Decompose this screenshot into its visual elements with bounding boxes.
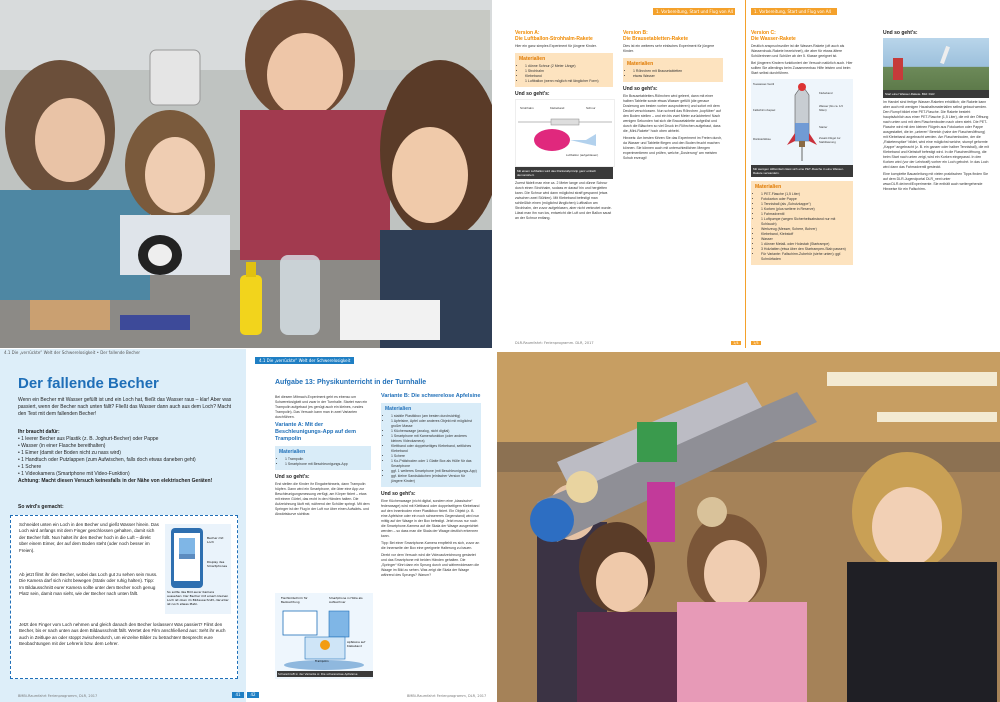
page-falling-cup xyxy=(0,349,246,702)
caution-text: Achtung: Macht diesen Versuch keinesfalls in der Nähe von elektrischen Geräten! xyxy=(18,478,213,484)
trampoline-illustration xyxy=(275,593,373,679)
list-item: • 1 Röhrchen mit Brausetabletten xyxy=(633,69,719,74)
list-item: • ggf. 1 weiteres Smartphone (mit Beschleunigungs-App) xyxy=(391,469,477,474)
version-c-materials-title: Materialien xyxy=(755,184,782,190)
variant-b-body2: Direkt vor dem Versuch wird die Videoaufzeichnung gestartet und das Smartphone mit beiden Händen gehalten. Die „Springer“ führt dann ein Sprung durch und währenddessen die Waage im Bild zu sehen. Was zeigt die Skala der Waage während des Sprungs? Warum? xyxy=(381,553,480,577)
list-item: • 1 Trampolin xyxy=(285,457,367,462)
phone-caption: So sollte das Bild eurer Kamera aussehen: Der Becher mit einem kleinen Loch ist oben im Bildausschnitt, darunter ist noch etwas Platz. xyxy=(167,590,229,606)
list-item: • 1 Luftpumpe (wegen Sicherheitsabstand nur mit Schlauch) xyxy=(761,217,849,227)
variant-a-materials-title: Materialien xyxy=(279,449,306,455)
list-item: • 1 PET-Flasche (1,5 Liter) xyxy=(761,192,849,197)
diagram-label: Rückstoßdüse xyxy=(753,137,771,141)
version-c-body1: Bei jüngeren Kindern funktioniert der Versuch natürlich auch. Hier sollten Sie allerdings beim Zusammenbau Hilfe leisten und beim Start selbst durchführen. xyxy=(751,61,853,75)
diagram-label: Trampolin xyxy=(315,659,329,663)
list-item: • 1 Fahrradventil xyxy=(761,212,849,217)
step-2: Ab jetzt filmt ihr den Becher, wobei das Loch gut zu sehen sein muss. Die Kamera darf sich nicht bewegen (Stativ oder ruhig halten). Tipp: Im Bildausschnitt eurer Kamera sollte unter dem Becher noch genug Platz sein, damit man sieht, wie der Becher nach unten fällt. xyxy=(19,572,158,597)
version-b-intro: Dies ist ein weiteres sehr einfaches Experiment für jüngere Kinder. xyxy=(623,44,715,53)
list-item: • 1 Luftballon (wenn möglich mit länglicher Form) xyxy=(525,79,609,84)
variant-b-how: Und so geht's: xyxy=(381,491,416,497)
diagram-label: Fallschirm-Kapsel xyxy=(753,108,776,112)
header-text-mid: 1. Vorbereitung, Start und Flug von A4 xyxy=(656,9,734,14)
footer-left: BMBi-Raumfahrt Ferienprogramm, DLR, 2017 xyxy=(18,694,98,698)
list-item: • Fotokarton oder Pappe xyxy=(761,197,849,202)
list-item: • 1 Handtuch oder Putzlappen (zum Aufwischen, falls doch etwas daneben geht) xyxy=(18,457,196,463)
list-item: • 1 Eimer (damit der Boden nicht zu nass wird) xyxy=(18,450,121,456)
list-item: • 1 Strohhalm xyxy=(525,69,609,74)
list-item-text: 1 Schere xyxy=(21,464,42,470)
diagram-label: Klebeband xyxy=(819,91,833,95)
list-item-text: 1 Videokamera (Smartphone mit Video-Funktion) xyxy=(21,471,130,477)
footer-left: DLR-Raumfahrt: Ferienprogramm. DLR, 2017 xyxy=(515,341,594,345)
column-d-link-text: Eine komplette Bauanleitung mit vielen praktischen Tipps finden Sie auf dem DLR-Jugendportal DLR_next unter www.DLR.de/next/Experimente. Sie enthält auch weitergehende Hinweise für ein Fallschirm- xyxy=(883,172,989,191)
aufgabe-title: Aufgabe 13: Physikunterricht in der Turnhalle xyxy=(275,379,427,386)
needed-list xyxy=(18,429,233,485)
page-number: 42 xyxy=(247,692,259,698)
variant-a-body: Erst stellen die Kinder ihr Eingabehinweis, dann Trampolin hüpfen. Dann wird ein Smartphone, die über eine App zur Beschleunigungsmessung verfügt, am Körper fixiert – etwa mit einem Gürtel, das recht in den Händen halten. Die Aufzeichnung läuft mit, während der Schüler springt. Mit dem Springer ist der Flug in der Luft nur über einen Aufwärts- und Abwärtskurve sichtbar. xyxy=(275,482,370,516)
column-d-body: Im Handel sind fertige Wasser-Raketen erhältlich; die Rakete kann aber auch mit wenigen Haushaltsmaterialien selbst gebaut werden. Den Rumpf bildet eine PET-Flasche. Die Rakete besteht hauptsächlich aus einer PET-Flasche (1,5 Liter), die mit der Öffnung nach unten und mit dem Flaschenboden nach oben steht. Die PET-Flasche wird mit den kleinen Flügeln aus Fotokarton oder Pappe ausgestattet, die im „unteren“ Bereich (nahe der Flaschenöffnung) mit Klebeband angebracht werden. Am Flaschenboden, der die „Raketenspitze“ bildet, wird eine möglichst weiche, stumpf geformte „Kappe“ angebracht (z. B. ein ganzer oder halber Tennisball), die mit Klebeband und Klebstoff befestigt wird. In die Flaschenöffnung, die beim Start nach unten zeigt, wird ein Korken eingepasst. In den Korken wird (vor der Lehrkraft) vorher ein Loch gebohrt. In das Loch wird dann das Fahrradventil gesteckt. xyxy=(883,100,989,169)
list-item: • 1 Smartphone mit Beschleunigungs-App xyxy=(285,462,367,467)
header-breadcrumb: 4.1 Die „verrückte“ Welt der Schwerelosigkeit • Der fallende Becher xyxy=(4,350,141,355)
list-item: • 1 dünne Schnur (2 Meter Länge) xyxy=(525,64,609,69)
version-b-body: Ein Brausetabletten-Röhrchen wird geleert, dann mit einer halben Tablette sowie etwas Wasser gefüllt (die genaue Dosierung am besten vorher ausprobieren) und sofort mit dem Deckel verschlossen. Nun schnell das Röhrchen „kopfüber“ auf den Boden stellen – und ein bis zwei Meter zurücktreten! Nach wenigen Sekunden hat sich die Brausetablette aufgelöst und durch die Bläschen so viel Druck im Röhrchen aufgebaut, dass die „Mini-Rakete“ hoch oben abhebt. xyxy=(623,94,721,133)
version-c-materials xyxy=(751,181,853,265)
diagram-label: Luftballon (aufgeblasen) xyxy=(566,153,599,157)
header-text-right: 1. Vorbereitung, Start und Flug von A4 xyxy=(754,9,832,14)
intro-text: Wenn ein Becher mit Wasser gefüllt ist und ein Loch hat, fließt das Wasser raus – klar! Aber was passiert, wenn der Becher nach unten fällt? Fließt das Wasser dann auch aus dem Loch? Macht den Test mit dem fallenden Becher! xyxy=(18,397,232,417)
diagram-label: Klebeband xyxy=(550,106,565,110)
list-item: • Wasser xyxy=(761,237,849,242)
list-item-text: Wasser (in einer Flasche bereithalten) xyxy=(21,443,106,449)
list-item: • 1 Smartphone mit Kamerafunktion (oder anderes kleines Videokamera) xyxy=(391,434,477,444)
diagram-label: Schnur xyxy=(586,106,596,110)
spread-rocket-experiments xyxy=(493,0,1000,348)
page-gym-physics xyxy=(247,349,492,702)
list-item: • 1 stabile Plastikbox (am besten durchsichtig) xyxy=(391,414,477,419)
instructions-box xyxy=(10,515,238,679)
page-divider xyxy=(745,0,746,348)
diagram-label: Wasser (bis ca. 1/3 füllen) xyxy=(819,104,843,112)
list-item: • ggf. kleine Sandsäckchen (einfacher Version für jüngere Kinder) xyxy=(391,474,477,484)
version-a-how-title: Und so geht's: xyxy=(515,91,550,97)
diagram-label: Apfelsine auf Klebeband xyxy=(347,640,366,648)
phone-label: Display des Smartphones xyxy=(207,560,228,568)
version-a-materials-title: Materialien xyxy=(519,56,546,62)
photo-caption: Start einer Wasser-Rakete. Bild: DLR xyxy=(883,90,989,98)
list-item-text: 1 Handtuch oder Putzlappen (zum Aufwischen, falls doch etwas daneben geht) xyxy=(21,457,196,463)
version-c-caption: Mit wenigen Hilfsmitteln lässt sich eine PET-Flasche in eine Wasser-Rakete verwandeln. xyxy=(751,165,853,177)
version-a-body: Zuerst fädelt man eine ca. 2 Meter lange und dünne Schnur durch einen Strohhalm, sodass er darauf hin und hergleiten kann. Die Schnur wird dann möglichst straff gespannt (etwa zwischen zwei Stühlen). Mit Klebeband befestigt man schließlich einen (möglichst länglichen) Luftballon am Strohhalm, der zuvor aufgeblasen, aber nicht verknotet wurde. Lässt man ihn nun los, entweicht die Luft und der Ballon saust an der Schnur entlang. xyxy=(515,181,612,220)
water-rocket-diagram xyxy=(751,79,853,165)
footer-right: BMBi-Raumfahrt Ferienprogramm, DLR, 2017 xyxy=(407,694,487,698)
step-3: Jetzt den Finger vom Loch nehmen und gleich danach den Becher loslassen! Was passiert? Filmt den Becher, bis er nach unten aus dem Bildausschnitt fällt. Wertet den Film anschließend aus: Seht ihr euch auch in Zeitlupe an oder stoppt zwischendurch, um einzelne Bilder zu betrachten! Besprecht eure Beobachtungen mit der Lehrerin bzw. dem Lehrer. xyxy=(19,622,226,647)
version-a-intro: Hier ein ganz simples Experiment für jüngere Kinder. xyxy=(515,44,597,48)
column-d-title: Und so geht's: xyxy=(883,30,918,36)
variant-b-tip: Tipp: Bei einer Smartphone-Kamera empfiehlt es sich, zuvor an die Innenseite der Box eine geeignete Halterung zu bauen. xyxy=(381,541,480,550)
phone-illustration xyxy=(165,524,231,614)
list-item: • 1 Apfelsine, Apfel oder anderes Objekt mit möglichst großer Masse xyxy=(391,419,477,429)
list-item: • 1 leerer Becher aus Plastik (z. B. Joghurt-Becher) oder Pappe xyxy=(18,436,159,442)
page-title: Der fallende Becher xyxy=(18,375,159,392)
version-b-how-title: Und so geht's: xyxy=(623,86,658,92)
water-rocket-illustration xyxy=(751,79,853,165)
variant-a-column xyxy=(275,393,371,519)
rocket-figure xyxy=(940,46,950,64)
variant-b-column xyxy=(381,393,481,580)
diagram-caption: Schwerkraft in der Variante A: Die schwerelose Apfelsine xyxy=(277,671,373,677)
spread-falling-cup xyxy=(0,349,492,702)
column-how-it-works xyxy=(883,30,989,194)
diagram-label: Zusatz-Flügel zur Stabilisierung xyxy=(819,136,841,144)
list-item: • 1 Korken (plus weitere in Reserve) xyxy=(761,207,849,212)
variant-b-body: Eine Küchenwaage (nicht digital, sondern eine „klassische“ federwaage) wird mit Klettband oder doppelseitigem Klebeband auf den Innenboden einer Plastikbox fixiert. Ein Objekt (z. B. eine Apfelsine oder ein noch schwereres Gegenstand) wird nun mittig auf der Waage in der Box befestigt. Jetzt muss nur noch die Smartphone-Kamera auf die Skala der Waage ausgerichtet werden – so dass man die Skala der Waage deutlich erkennen kann. xyxy=(381,499,480,538)
page-number-left: 1/4 xyxy=(733,341,739,345)
diagram-label: Strohhalm xyxy=(520,106,534,110)
list-item: • 1 Schere xyxy=(391,454,477,459)
list-item: • 1 Videokamera (Smartphone mit Video-Funktion) xyxy=(18,471,130,477)
list-item-text: 1 leerer Becher aus Plastik (z. B. Joghurt-Becher) oder Pappe xyxy=(21,436,159,442)
list-item: • Klebeband xyxy=(525,74,609,79)
version-b-materials xyxy=(623,58,723,82)
variant-a-title: Variante A: Mit der Beschleunigungs-App auf dem Trampolin xyxy=(275,422,356,442)
version-b-title: Version B: Die Brausetabletten-Rakete xyxy=(623,30,689,42)
variant-b-materials-title: Materialien xyxy=(385,406,412,412)
page-number-right: 1/5 xyxy=(753,341,759,345)
list-item: • etwas Wasser xyxy=(633,74,719,79)
list-item: • 1 Küchenwaage (analog, nicht digital) xyxy=(391,429,477,434)
column-version-c xyxy=(751,30,853,269)
variant-b-materials xyxy=(381,403,481,487)
balloon-diagram xyxy=(515,99,615,167)
photo-illustration xyxy=(0,0,492,348)
diagram-label: Flachbildschirm für Beobachtung xyxy=(281,596,308,604)
how-title: So wird's gemacht: xyxy=(18,504,64,510)
list-item: • 1 Tennisball (als „Schutzkappe“) xyxy=(761,202,849,207)
column-version-a xyxy=(515,30,613,223)
person-figure xyxy=(893,58,903,80)
variant-a-how: Und so geht's: xyxy=(275,474,310,480)
phone-label: Becher mit Loch xyxy=(207,536,224,544)
diagram-label: Smartphone in Hülle als Aufzeichner xyxy=(329,596,363,604)
list-item: • Klebeband, Klebstoff xyxy=(761,232,849,237)
list-item: • Werkzeug (Messer, Schere, Bohrer) xyxy=(761,227,849,232)
list-item: • 3 Holzlatten (etwa über den Startrampen-Stab passen) xyxy=(761,247,849,252)
header-section: 4.1 Die „verrückte“ Welt der Schwerelosigkeit xyxy=(255,357,354,364)
variant-a-materials xyxy=(275,446,371,470)
list-item: • Für Variante: Fallschirm-Zubehör (siehe unten): ggf. Schnürfaden xyxy=(761,252,849,262)
version-c-title: Version C: Die Wasser-Rakete xyxy=(751,30,796,42)
photo-children-experiment xyxy=(0,0,492,348)
aufgabe-intro: Bei diesem Mitmach-Experiment geht es ebenso um Schwerelosigkeit und zwar in der Turnhalle. Startet man ein Trampolin aufgebaut (es genügt auch ein kleines, rundes Trampolin). Das Versuch kann man in zwei Varianten durchführen. xyxy=(275,395,368,419)
version-a-caption: Mit einem Luftballon wird das Rückstoßprinzip ganz einfach demonstriert. xyxy=(515,167,613,179)
version-a-title: Version A: Die Luftballon-Strohhalm-Rakete xyxy=(515,30,593,42)
trampoline-diagram xyxy=(275,593,373,679)
version-c-intro: Deutlich anspruchsvoller ist die Wasser-Rakete (oft auch als Wasserdruck-Rakete bezeichnet), die aber für etwas ältere Schülerinnen und Schüler ab der 5. Klasse geeignet ist. xyxy=(751,44,845,58)
version-b-hint: Hinweis: Am besten führen Sie das Experiment im Freien durch, da Wasser und Tablette fliegen und den Boden feucht machen können. Sie können auch mit unterschiedlichen Mengen experimentieren und prüfen, welche „Dosierung“ am meisten Schub erzeugt! xyxy=(623,136,723,160)
list-item: • 1 Schere xyxy=(18,464,42,470)
phone-drawing xyxy=(165,524,231,594)
list-item-text: 1 Eimer (damit der Boden nicht zu nass wird) xyxy=(21,450,121,456)
needed-title: Ihr braucht dafür: xyxy=(18,429,60,435)
diagram-label: Starter xyxy=(819,125,828,129)
water-rocket-photo xyxy=(883,38,989,90)
list-item: • 1 Ko-Prätzboden oder 1 Glatte Box als Hülle für das Smartphone xyxy=(391,459,477,469)
diagram-label: Teewasser-Ventil xyxy=(753,82,775,86)
page-number: 41 xyxy=(232,692,244,698)
column-version-b xyxy=(623,30,723,163)
version-b-materials-title: Materialien xyxy=(627,61,654,67)
photo-children-rocket-launcher xyxy=(497,352,1000,702)
photo-illustration xyxy=(497,352,1000,702)
variant-b-title: Variante B: Die schwerelose Apfelsine xyxy=(381,393,481,399)
list-item: • 1 dünner Metall- oder Holzstab (Startrampe) xyxy=(761,242,849,247)
version-a-materials xyxy=(515,53,613,87)
list-item: • Wasser (in einer Flasche bereithalten) xyxy=(18,443,106,449)
step-1: Schneidet unten ein Loch in den Becher und gießt Wasser hinein. Das Loch wird anfangs mit dem Finger geschlossen gehalten, damit sich der Becher füllt. Nun haltet ihr den Becher hoch in die Luft – direkt über einem Eimer, der auf dem Boden steht (oder noch besser im Freien). xyxy=(19,522,159,553)
list-item: • Klettband oder doppelseitiges Klebeband, seitliches Klebeband xyxy=(391,444,477,454)
